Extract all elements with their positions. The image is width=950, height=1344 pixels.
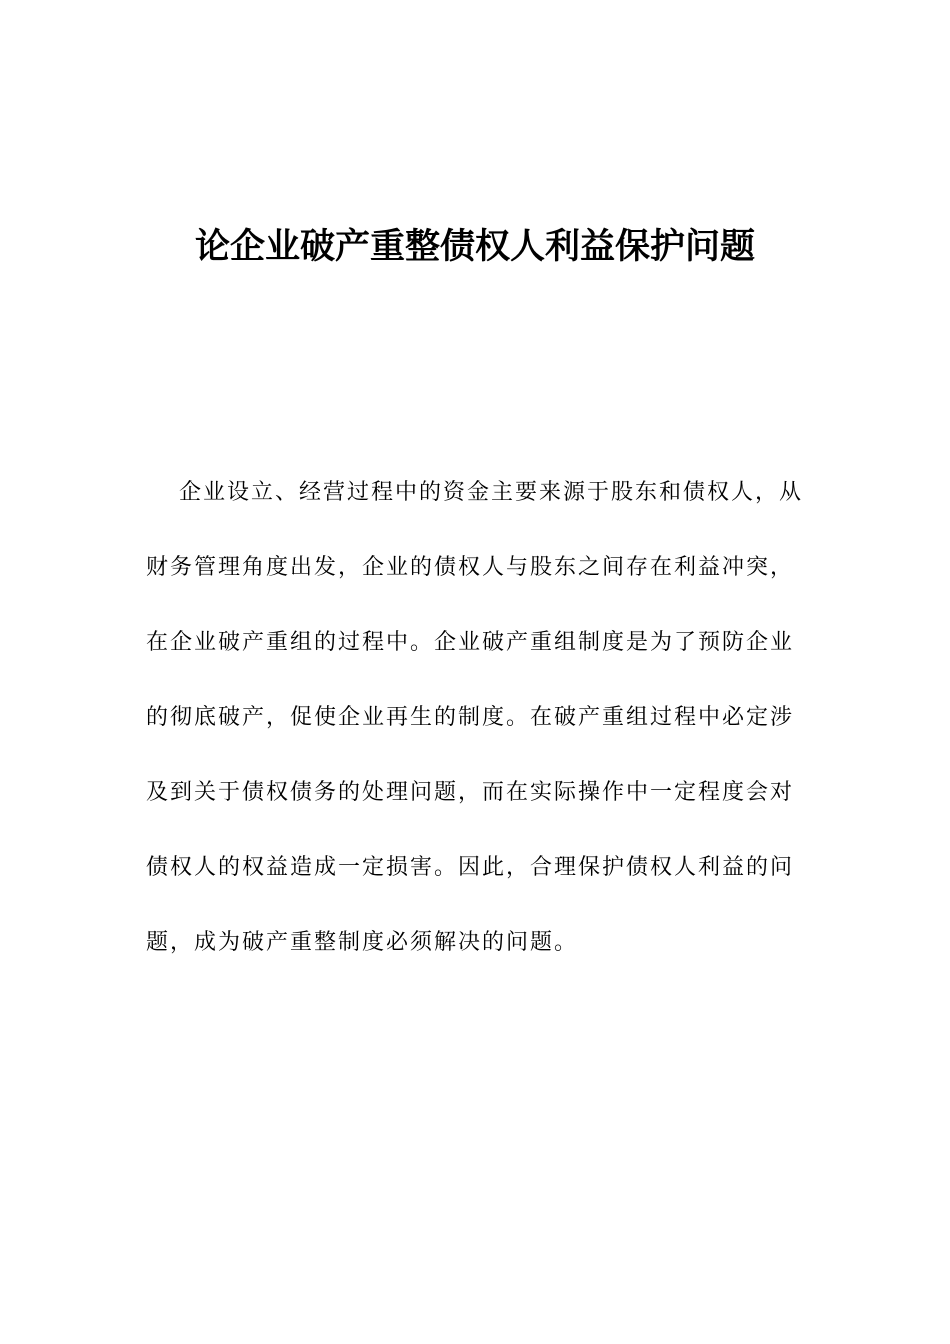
paragraph-line: 及到关于债权债务的处理问题，而在实际操作中一定程度会对	[146, 780, 795, 805]
paragraph-line: 的彻底破产，促使企业再生的制度。在破产重组过程中必定涉	[146, 705, 795, 730]
paragraph-line: 财务管理角度出发，企业的债权人与股东之间存在利益冲突，	[146, 555, 795, 580]
paragraph-line: 题，成为破产重整制度必须解决的问题。	[146, 930, 579, 955]
paragraph-line: 在企业破产重组的过程中。企业破产重组制度是为了预防企业	[146, 630, 795, 655]
paragraph-line: 债权人的权益造成一定损害。因此，合理保护债权人利益的问	[146, 855, 795, 880]
body-paragraph	[146, 455, 806, 980]
paragraph-line: 企业设立、经营过程中的资金主要来源于股东和债权人，从	[179, 480, 804, 505]
document-title: 论企业破产重整债权人利益保护问题	[194, 227, 755, 267]
